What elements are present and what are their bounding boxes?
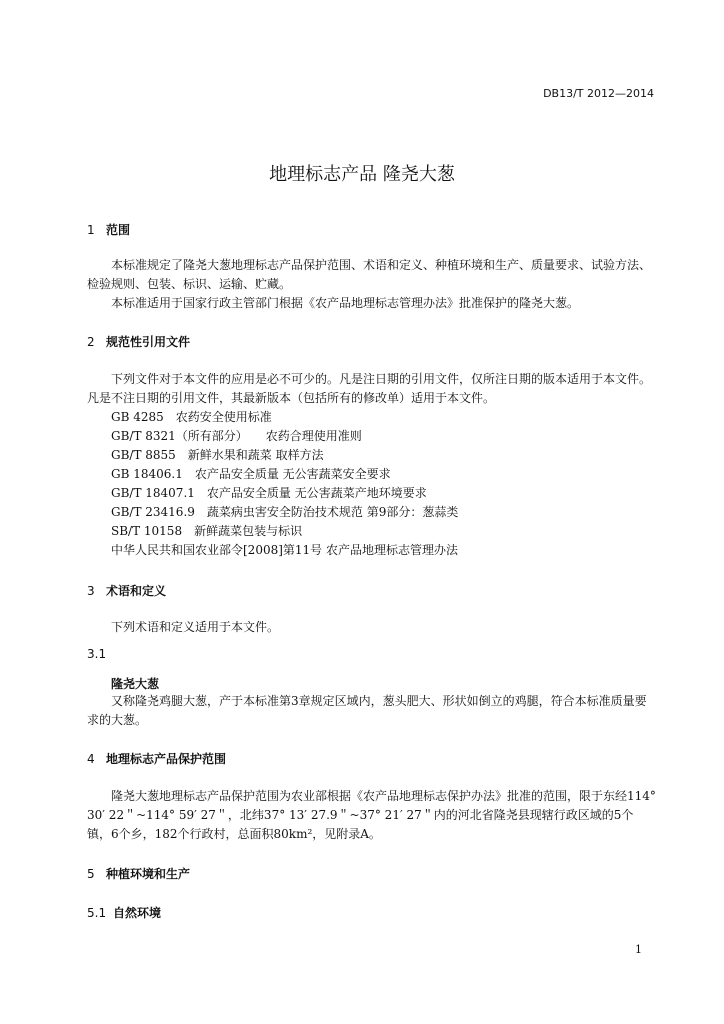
section-number: 2 bbox=[87, 335, 95, 349]
section-3-heading bbox=[87, 582, 166, 599]
section-4-paragraph: 隆尧大葱地理标志产品保护范围为农业部根据《农产品地理标志保护办法》批准的范围，限于东经114° 30′ 22＂~114° 59′ 27＂，北纬37° 13′ 27.9＂~37° 21′ 27＂内的河北省隆尧县现辖行政区域的5个镇，6个乡，182个行政村，总面积80km²，见附录A。 bbox=[87, 789, 656, 841]
reference-item: GB/T 23416.9 蔬菜病虫害安全防治技术规范 第9部分：葱蒜类 bbox=[111, 505, 459, 519]
reference-item: SB/T 10158 新鲜蔬菜包装与标识 bbox=[111, 524, 303, 538]
section-2-heading bbox=[87, 333, 190, 350]
section-number: 5.1 bbox=[87, 906, 107, 920]
reference-item: GB 18406.1 农产品安全质量 无公害蔬菜安全要求 bbox=[111, 467, 391, 481]
section-title: 地理标志产品保护范围 bbox=[106, 752, 227, 766]
reference-item: GB 4285 农药安全使用标准 bbox=[111, 410, 272, 424]
section-5-heading bbox=[87, 865, 190, 882]
section-number: 4 bbox=[87, 752, 95, 766]
section-2-intro: 下列文件对于本文件的应用是必不可少的。凡是注日期的引用文件，仅所注日期的版本适用于本文件。凡是不注日期的引用文件，其最新版本（包括所有的修改单）适用于本文件。 bbox=[87, 372, 652, 405]
section-4-heading bbox=[87, 750, 226, 767]
section-number: 5 bbox=[87, 867, 95, 881]
reference-item: GB/T 8855 新鲜水果和蔬菜 取样方法 bbox=[111, 448, 324, 462]
standard-number: DB13/T 2012—2014 bbox=[543, 87, 654, 100]
reference-item: 中华人民共和国农业部令[2008]第11号 农产品地理标志管理办法 bbox=[111, 543, 458, 557]
reference-item: GB/T 8321（所有部分） 农药合理使用准则 bbox=[111, 429, 362, 443]
term-number: 3.1 bbox=[87, 647, 107, 661]
reference-item: GB/T 18407.1 农产品安全质量 无公害蔬菜产地环境要求 bbox=[111, 486, 427, 500]
section-number: 1 bbox=[87, 223, 95, 237]
section-title: 规范性引用文件 bbox=[106, 335, 191, 349]
term-name: 隆尧大葱 bbox=[111, 677, 160, 691]
section-number: 3 bbox=[87, 584, 95, 598]
section-title: 范围 bbox=[106, 223, 131, 237]
section-title: 种植环境和生产 bbox=[106, 867, 191, 881]
document-title: 地理标志产品 隆尧大葱 bbox=[269, 164, 455, 185]
page-number: 1 bbox=[635, 943, 642, 956]
section-5-1-heading bbox=[87, 904, 161, 921]
section-title: 术语和定义 bbox=[106, 584, 167, 598]
term-definition: 又称隆尧鸡腿大葱，产于本标准第3章规定区域内，葱头肥大、形状如倒立的鸡腿，符合本标准质量要求的大葱。 bbox=[87, 694, 647, 727]
section-1-paragraph-2: 本标准适用于国家行政主管部门根据《农产品地理标志管理办法》批准保护的隆尧大葱。 bbox=[111, 296, 580, 310]
section-title: 自然环境 bbox=[113, 906, 162, 920]
section-1-paragraph-1: 本标准规定了隆尧大葱地理标志产品保护范围、术语和定义、种植环境和生产、质量要求、试验方法、检验规则、包装、标识、运输、贮藏。 bbox=[87, 258, 652, 291]
section-1-heading bbox=[87, 221, 130, 238]
section-3-intro: 下列术语和定义适用于本文件。 bbox=[111, 620, 280, 634]
